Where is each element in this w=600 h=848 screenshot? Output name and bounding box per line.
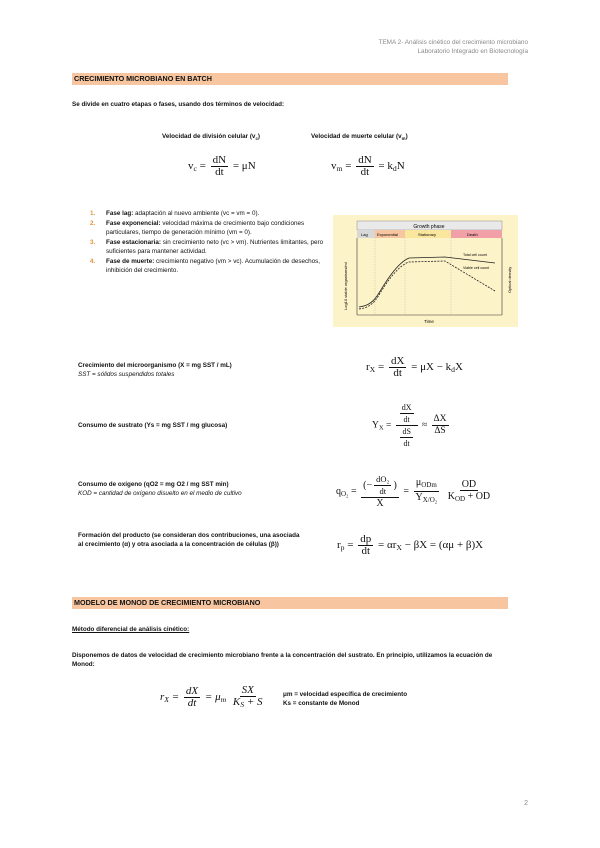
phase-label-exponential: Exponential <box>377 232 398 237</box>
section-title-batch: CRECIMIENTO MICROBIANO EN BATCH <box>72 73 508 85</box>
intro-text: Se divide en cuatro etapas o fases, usando dos términos de velocidad: <box>72 101 285 108</box>
phase-label-lag: Lag <box>361 232 368 237</box>
growth-curve-svg <box>333 215 518 327</box>
oxygen-label: Consumo de oxígeno (qO2 = mg O2 / mg SST min) <box>78 481 229 488</box>
x-axis-label: Time <box>424 319 434 324</box>
monod-intro: Disponemos de datos de velocidad de crecimiento microbiano frente a la concentración del sustrato. En principio, utilizamos la ecuación de Monod: <box>72 652 493 668</box>
monod-definitions <box>283 690 407 708</box>
definition-ks: Ks = constante de Monod <box>283 700 360 707</box>
y-axis-label-right: Optical density <box>507 266 512 293</box>
growth-note: SST = sólidos suspendidos totales <box>78 371 175 378</box>
header-line-1: TEMA 2- Análisis cinético del crecimiento microbiano <box>378 39 528 46</box>
phases-list <box>90 209 325 275</box>
curve-label-total: Total cell count <box>463 253 487 257</box>
equation-rp: $r_p$ = $\frac{dp}{dt}$ = $\alpha r_X - \beta X = (\alpha\mu + \beta)X$ <box>337 533 484 557</box>
growth-curve-figure <box>333 215 518 327</box>
section-title-monod: MODELO DE MONOD DE CRECIMIENTO MICROBIANO <box>72 597 508 609</box>
equation-vc: $v_c$ = $\frac{dN}{dt}$ = μN <box>188 154 256 178</box>
equation-yield: $Y_X$ = $\frac{\frac{dX}{dt}}{\frac{dS}{dt}}$ ≈ $\frac{\Delta X}{\Delta S}$ <box>372 403 447 448</box>
phase-item: 2. Fase exponencial: velocidad máxima de crecimiento bajo condiciones particulares, tiempo de generación mínimo (vm = 0). <box>90 220 305 236</box>
definition-mu: μm = velocidad específica de crecimiento <box>283 691 408 698</box>
phase-label-stationary: Stationary <box>418 232 437 237</box>
phase-item: 3. Fase estacionaria: sin crecimiento neto (vc > vm). Nutrientes limitantes, pero suficientes para mantener actividad. <box>90 239 324 255</box>
y-axis-label-left: Log10 viable organisms/ml <box>343 262 348 310</box>
page-number: 2 <box>524 800 528 807</box>
phase-label-death: Death <box>467 232 478 237</box>
substrate-label: Consumo de sustrato (Ys = mg SST / mg glucosa) <box>78 422 228 429</box>
equation-vm: $v_m$ = $\frac{dN}{dt}$ = $k_dN$ <box>331 154 405 178</box>
growth-block <box>78 361 328 379</box>
equation-monod: $r_X$ = $\frac{dX}{dt}$ = $\mu_m$ $\frac{SX}{K_S + S}$ <box>160 684 263 709</box>
method-heading: Método diferencial de análisis cinético: <box>72 626 190 633</box>
oxygen-note: KOD = cantidad de oxígeno disuelto en el medio de cultivo <box>78 490 242 497</box>
equation-qo2: $q_{O_2}$ = (− $\frac{\text{dO₂}}{dt}$ ) X = $\frac{\mu_{ODm}}{Y_{X/O_2}}$ $\frac{OD}{K_{OD} + OD}$ <box>336 474 491 509</box>
header-line-2: Laboratorio Integrado en Biotecnología <box>417 48 528 55</box>
curve-label-viable: Viable cell count <box>463 266 490 270</box>
death-rate-label: Velocidad de muerte celular $(v_m)$ <box>311 133 408 141</box>
oxygen-block <box>78 480 333 498</box>
growth-label: Crecimiento del microorganismo (X = mg SST / mL) <box>78 362 232 369</box>
running-header <box>378 38 528 56</box>
equation-rx: $r_X$ = $\frac{dX}{dt}$ = $\mu X - k_dX$ <box>366 355 463 379</box>
product-label: Formación del producto (se consideran dos contribuciones, una asociada al crecimiento (α) y otra asociada a la concentración de células (β)) <box>78 532 300 548</box>
total-cell-count-curve <box>359 257 495 307</box>
phase-item: 4. Fase de muerte: crecimiento negativo (vm > vc). Acumulación de desechos, inhibición del crecimiento. <box>90 258 321 274</box>
growth-phase-title: Growth phase <box>413 224 445 230</box>
division-rate-label: Velocidad de división celular $(v_c)$ <box>162 133 260 141</box>
phase-item: 1. Fase lag: adaptación al nuevo ambiente (vc = vm = 0). <box>90 210 260 217</box>
